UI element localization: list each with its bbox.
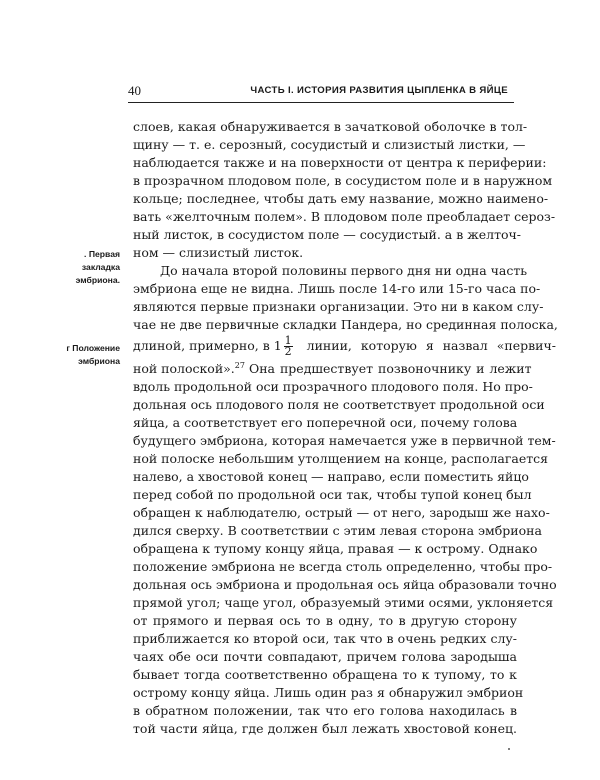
text-line: обращена к тупому концу яйца, правая — к острому. Однако	[133, 541, 538, 556]
text-line: от прямого и первая ось то в одну, то в другую сторону	[133, 613, 517, 628]
text-line: ном — слизистый листок.	[133, 245, 304, 260]
text-line: наблюдается также и на поверхности от центра к периферии:	[133, 155, 547, 170]
text-line: чае не две первичные складки Пандера, но срединная полоска,	[133, 317, 558, 332]
margin-note-line: закладка	[81, 262, 120, 272]
text-line: в обратном положении, так что его голова находилась в	[133, 703, 517, 718]
text-line: ный листок, в сосудистом поле — сосудистый. а в желточ-	[133, 227, 522, 242]
fraction-numerator: 1	[284, 334, 292, 347]
page-header	[128, 82, 514, 103]
text-line: дольная ось эмбриона и продольная ось яйца образовали точно	[133, 577, 557, 592]
margin-note-embryo-position	[54, 342, 120, 368]
text-line: кольце; последнее, чтобы дать ему название, можно наимено-	[133, 191, 549, 206]
margin-note-line: эмбриона	[78, 356, 120, 366]
text-line-with-footnote	[133, 360, 532, 378]
text-line: той части яйца, где должен был лежать хвостовой конец.	[133, 721, 517, 736]
margin-note-line: эмбриона.	[75, 275, 120, 285]
text-line: будущего эмбриона, которая намечается уже в первичной тем-	[133, 433, 556, 448]
text-line: в прозрачном плодовом поле, в сосудистом поле и в наружном	[133, 173, 553, 188]
margin-note-line: . Первая	[84, 249, 120, 259]
text-fragment: длиной, примерно, в 1	[133, 338, 282, 353]
text-line: дольная ось плодового поля не соответствует продольной оси	[133, 397, 545, 412]
text-line: слоев, какая обнаруживается в зачатковой оболочке в тол-	[133, 119, 528, 134]
text-line: обращен к наблюдателю, острый — от него, зародыш же нахо-	[133, 505, 550, 520]
margin-note-first-rudiment	[54, 248, 120, 287]
margin-note-line: г Положение	[66, 343, 120, 353]
running-title: ЧАСТЬ I. ИСТОРИЯ РАЗВИТИЯ ЦЫПЛЕНКА В ЯЙЦЕ	[250, 85, 508, 96]
text-line: вать «желточным полем». В плодовом поле преобладает сероз-	[133, 209, 556, 224]
text-fragment: ной полоской».	[133, 361, 235, 376]
text-line: перед собой по продольной оси так, чтобы тупой конец был	[133, 487, 532, 502]
page-number: 40	[128, 83, 141, 98]
text-line: являются первые признаки организации. Это ни в каком слу-	[133, 299, 544, 314]
text-line: щину — т. е. серозный, сосудистый и слизистый листки, —	[133, 137, 526, 152]
text-line: ной полоске небольшим утолщением на конце, располагается	[133, 451, 549, 466]
text-line-paragraph-start: До начала второй половины первого дня ни одна часть	[160, 263, 528, 278]
fraction-one-half	[284, 336, 293, 357]
text-line: положение эмбриона не всегда столь определенно, чтобы про-	[133, 559, 553, 574]
print-speck	[508, 748, 510, 750]
text-fragment: Она предшествует позвоночнику и лежит	[248, 361, 532, 376]
text-line: эмбриона еще не видна. Лишь после 14-го или 15-го часа по-	[133, 281, 541, 296]
text-line: чаях обе оси почти совпадают, причем голова зародыша	[133, 649, 517, 664]
text-line: прямой угол; чаще угол, образуемый этими осями, уклоняется	[133, 595, 554, 610]
text-fragment: линии, которую я назвал «первич-	[306, 338, 556, 353]
text-line: яйца, а соответствует его поперечной оси, почему голова	[133, 415, 518, 430]
fraction-denominator: 2	[284, 345, 292, 358]
text-line: приближается ко второй оси, так что в очень редких слу-	[133, 631, 517, 646]
text-line: острому концу яйца. Лишь один раз я обнаружил эмбрион	[133, 685, 524, 700]
footnote-reference: 27	[234, 360, 245, 370]
text-line: бывает тогда соответственно обращена то к тупому, то к	[133, 667, 517, 682]
text-line: дился сверху. В соответствии с этим левая сторона эмбриона	[133, 523, 542, 538]
text-line-with-fraction	[133, 334, 556, 358]
text-line: вдоль продольной оси прозрачного плодового поля. Но про-	[133, 379, 533, 394]
text-line: налево, а хвостовой конец — направо, если поместить яйцо	[133, 469, 529, 484]
